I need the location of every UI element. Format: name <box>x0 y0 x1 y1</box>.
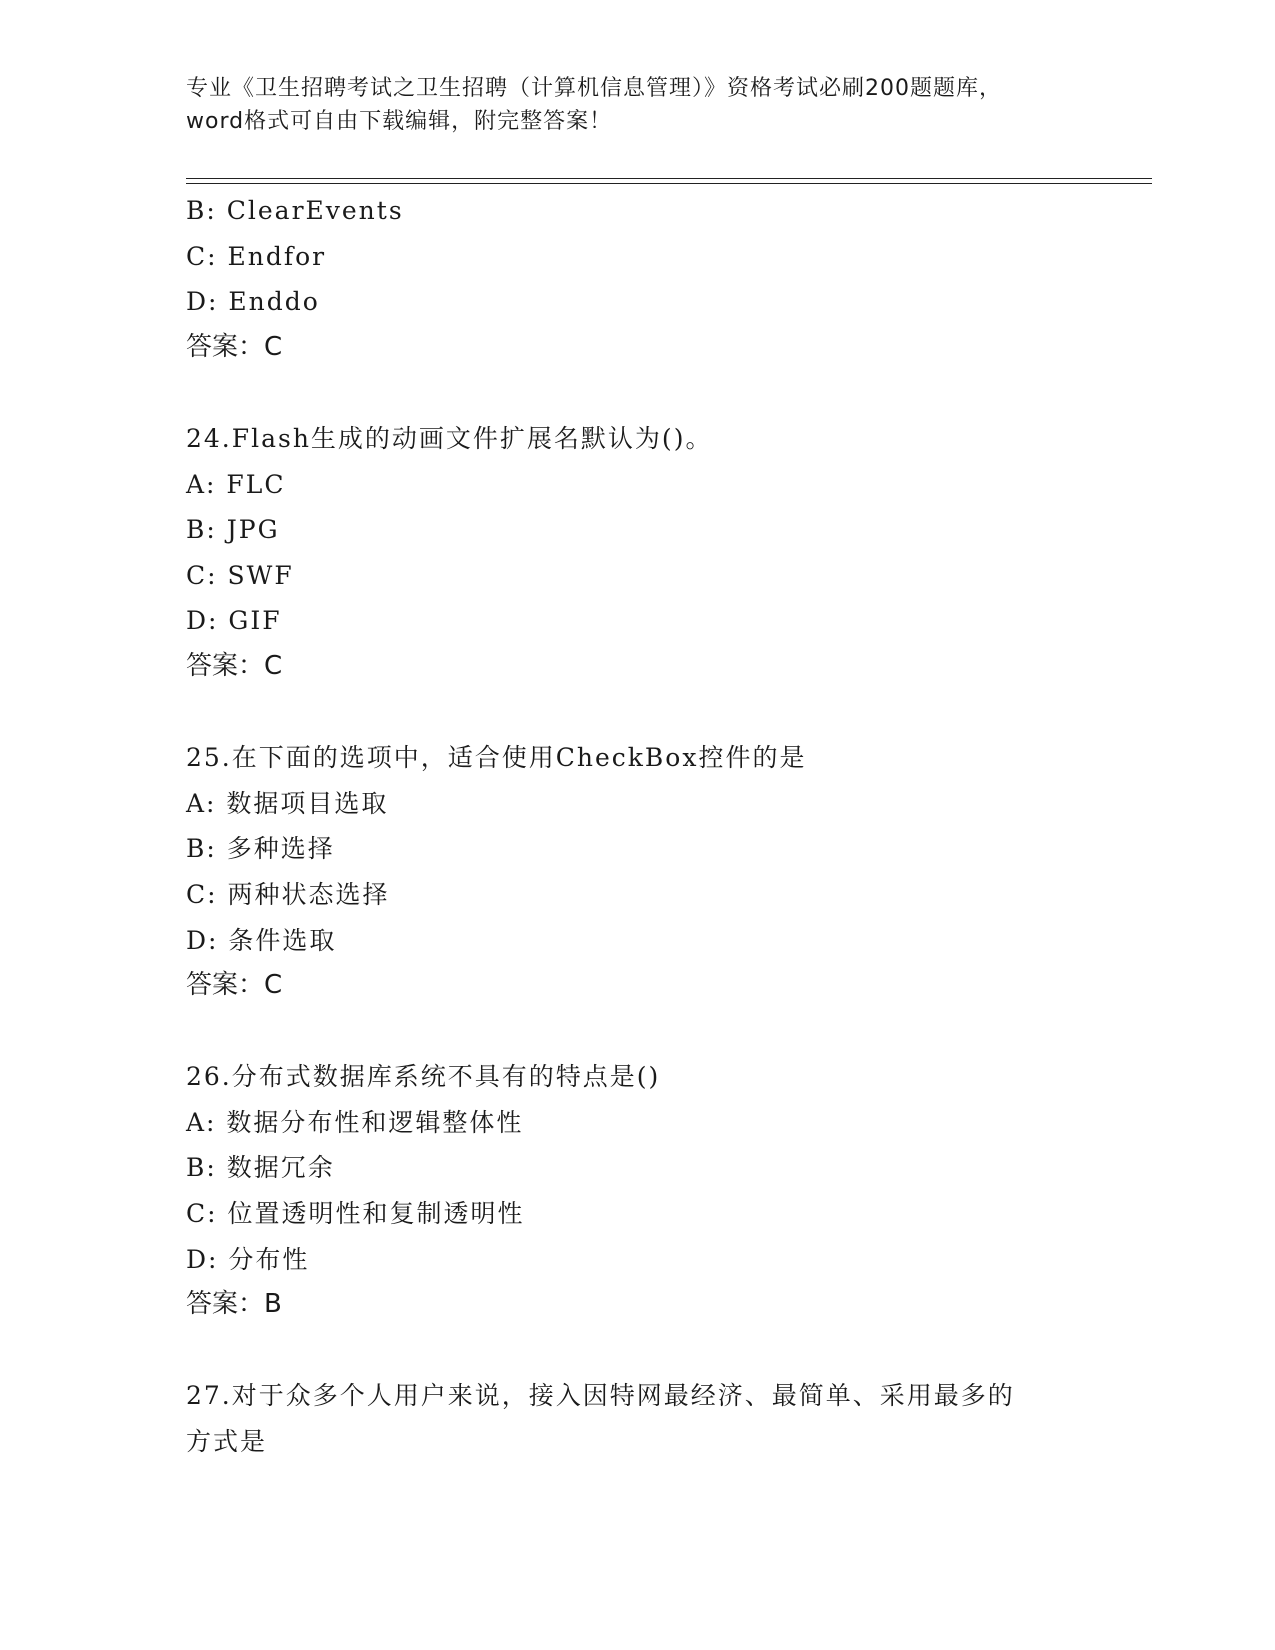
spacer <box>186 1328 1152 1374</box>
option-b: B: 数据冗余 <box>186 1153 335 1183</box>
answer: 答案：B <box>186 1289 282 1320</box>
option-c: C: Endfor <box>186 241 327 271</box>
answer: 答案：C <box>186 331 283 362</box>
document-header <box>186 72 1086 138</box>
option-d: D: Enddo <box>186 287 320 317</box>
question-text: 24.Flash生成的动画文件扩展名默认为()。 <box>186 423 713 453</box>
question-list <box>186 188 1152 1465</box>
spacer <box>186 690 1152 736</box>
option-a: A: 数据项目选取 <box>186 788 389 818</box>
option-a: A: 数据分布性和逻辑整体性 <box>186 1107 524 1137</box>
option-d: D: 条件选取 <box>186 925 337 955</box>
option-b: B: ClearEvents <box>186 196 404 225</box>
question-text: 25.在下面的选项中，适合使用CheckBox控件的是 <box>186 743 807 773</box>
option-c: C: 两种状态选择 <box>186 879 390 909</box>
option-d: D: GIF <box>186 606 282 636</box>
question-text: 26.分布式数据库系统不具有的特点是() <box>186 1062 661 1092</box>
question-27 <box>186 1373 1152 1464</box>
option-a: A: FLC <box>186 469 286 499</box>
option-c: C: 位置透明性和复制透明性 <box>186 1199 525 1229</box>
header-line-2: word格式可自由下载编辑，附完整答案！ <box>186 109 613 134</box>
question-24 <box>186 416 1152 690</box>
question-23-continued <box>186 188 1152 370</box>
question-text-line-2: 方式是 <box>186 1427 268 1457</box>
question-text-line-1: 27.对于众多个人用户来说，接入因特网最经济、最简单、采用最多的 <box>186 1381 1015 1411</box>
option-c: C: SWF <box>186 560 294 590</box>
answer: 答案：C <box>186 970 283 1001</box>
answer: 答案：C <box>186 650 283 681</box>
option-b: B: 多种选择 <box>186 834 335 864</box>
question-26 <box>186 1054 1152 1328</box>
spacer <box>186 1009 1152 1055</box>
header-divider-bottom <box>186 183 1152 184</box>
option-b: B: JPG <box>186 515 280 545</box>
option-d: D: 分布性 <box>186 1244 310 1274</box>
spacer <box>186 370 1152 416</box>
header-line-1: 专业《卫生招聘考试之卫生招聘（计算机信息管理）》资格考试必刷200题题库， <box>186 76 1002 101</box>
header-divider-top <box>186 178 1152 179</box>
question-25 <box>186 735 1152 1009</box>
